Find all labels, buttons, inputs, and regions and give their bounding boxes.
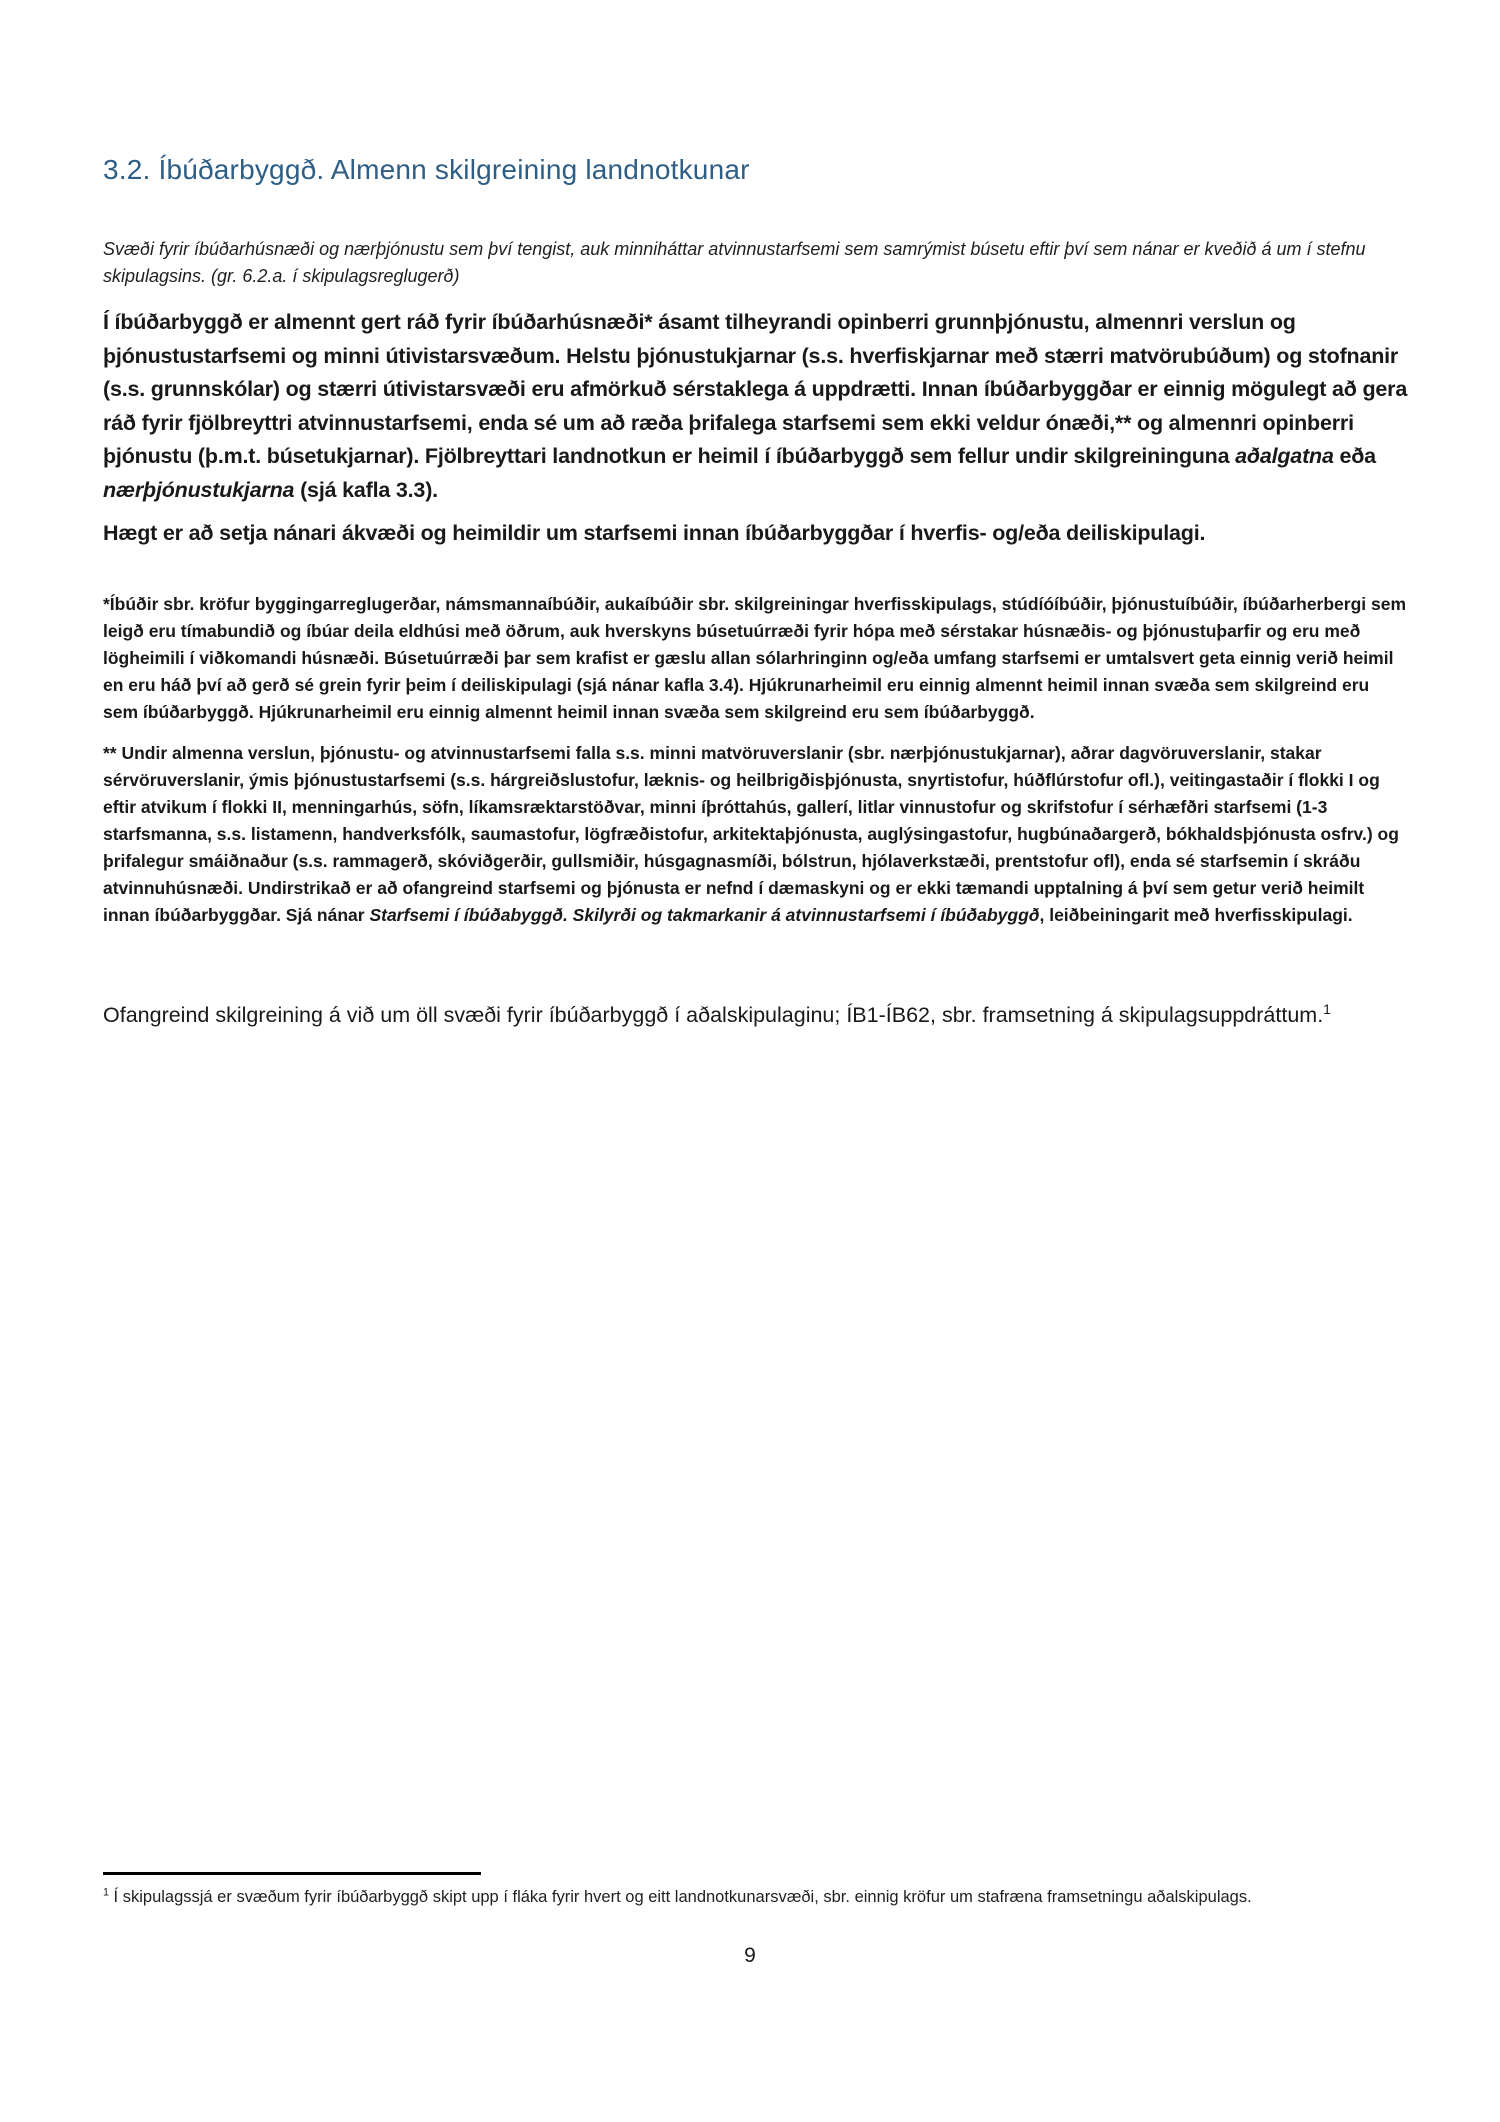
- note-single-asterisk: [103, 591, 1408, 726]
- body-paragraph-main: [103, 306, 1408, 507]
- text-segment: Ofangreind skilgreining á við um öll svæði fyrir íbúðarbyggð í aðalskipulaginu; ÍB1-ÍB62, sbr. framsetning á skipulagsuppdráttum.: [103, 1002, 1324, 1027]
- footnote-1: [103, 1884, 1403, 1910]
- text-segment: Í íbúðarbyggð er almennt gert ráð fyrir íbúðarhúsnæði* ásamt tilheyrandi opinberri grunnþjónustu, almennri verslun og þjónustustarfsemi og minni útivistarsvæðum. Helstu þjónustukjarnar (s.s. hverfiskjarnar með stærri matvörubúðum) og stofnanir (s.s. grunnskólar) og stærri útivistarsvæði eru afmörkuð sérstaklega á uppdrætti. Innan íbúðarbyggðar er einnig mögulegt að gera ráð fyrir fjölbreyttri atvinnustarfsemi, enda sé um að ræða þrifalega starfsemi sem ekki veldur ónæði,** og almennri opinberri þjónustu (þ.m.t. búsetukjarnar). Fjölbreyttari landnotkun er heimil í íbúðarbyggð sem fellur undir skilgreininguna: [103, 310, 1408, 468]
- text-segment: Starfsemi í íbúðabyggð. Skilyrði og takmarkanir á atvinnustarfsemi í íbúðabyggð: [369, 904, 1040, 925]
- footnote-separator: [103, 1872, 481, 1875]
- section-heading: 3.2. Íbúðarbyggð. Almenn skilgreining landnotkunar: [103, 154, 750, 185]
- text-segment: , leiðbeiningarit með hverfisskipulagi.: [1039, 904, 1353, 925]
- closing-paragraph: [103, 999, 1408, 1032]
- text-segment: aðalgatna: [1235, 444, 1334, 468]
- footnote-marker: 1: [103, 1886, 109, 1899]
- text-column: [103, 0, 1408, 1032]
- text-segment: ** Undir almenna verslun, þjónustu- og atvinnustarfsemi falla s.s. minni matvöruverslanir (sbr. nærþjónustukjarnar), aðrar dagvöruverslanir, stakar sérvöruverslanir, ýmis þjónustustarfsemi (s.s. hárgreiðslustofur, læknis- og heilbrigðisþjónusta, snyrtistofur, húðflúrstofur ofl.), veitingastaðir í flokki I og eftir atvikum í flokki II, menningarhús, söfn, líkamsræktarstöðvar, minni íþróttahús, gallerí, litlar vinnustofur og skrifstofur í sérhæfðri starfsemi (1-3 starfsmanna, s.s. listamenn, handverksfólk, saumastofur, lögfræðistofur, arkitektaþjónusta, auglýsingastofur, hugbúnaðargerð, bókhaldsþjónusta osfrv.) og þrifalegur smáiðnaður (s.s. rammagerð, skóviðgerðir, gullsmiðir, húsgagnasmíði, bólstrun, hjólaverkstæði, prentstofur ofl), enda sé starfsemin í skráðu atvinnuhúsnæði. Undirstrikað er að ofangreind starfsemi og þjónusta er nefnd í dæmaskyni og er ekki tæmandi upptalning á því sem getur verið heimilt innan íbúðarbyggðar. Sjá nánar: [103, 742, 1399, 925]
- text-segment: *Íbúðir sbr. kröfur byggingarreglugerðar, námsmannaíbúðir, aukaíbúðir sbr. skilgreiningar hverfisskipulags, stúdíóíbúðir, þjónustuíbúðir, íbúðarherbergi sem leigð eru tímabundið og íbúar deila eldhúsi með öðrum, auk hverskyns búsetuúrræði fyrir hópa með sérstakar húsnæðis- og þjónustuþarfir og eru með lögheimili í viðkomandi húsnæði. Búsetuúrræði þar sem krafist er gæslu allan sólarhringinn og/eða umfang starfsemi er umtalsvert geta einnig verið heimil en eru háð því að gerð sé grein fyrir þeim í deiliskipulagi (sjá nánar kafla 3.4). Hjúkrunarheimil eru einnig almennt heimil innan svæða sem skilgreind eru sem íbúðarbyggð. Hjúkrunarheimil eru einnig almennt heimil innan svæða sem skilgreind eru sem íbúðarbyggð.: [103, 593, 1407, 722]
- text-segment: (sjá kafla 3.3).: [294, 477, 438, 502]
- intro-definition: Svæði fyrir íbúðarhúsnæði og nærþjónustu sem því tengist, auk minniháttar atvinnustarfsemi sem samrýmist búsetu eftir því sem nánar er kveðið á um í stefnu skipulagsins. (gr. 6.2.a. í skipulagsreglugerð): [103, 239, 1366, 286]
- note-double-asterisk: [103, 740, 1408, 929]
- text-segment: eða: [1333, 444, 1376, 468]
- page-number: 9: [744, 1944, 756, 1967]
- footnote-text: Í skipulagssjá er svæðum fyrir íbúðarbyggð skipt upp í fláka fyrir hvert og eitt landnotkunarsvæði, sbr. einnig kröfur um stafræna framsetningu aðalskipulags.: [108, 1888, 1252, 1906]
- body-paragraph-secondary: [103, 517, 1408, 551]
- text-segment: nærþjónustukjarna: [103, 477, 295, 502]
- footnote-ref: 1: [1323, 1000, 1331, 1017]
- text-segment: Hægt er að setja nánari ákvæði og heimildir um starfsemi innan íbúðarbyggðar í hverfis- og/eða deiliskipulagi.: [103, 521, 1206, 545]
